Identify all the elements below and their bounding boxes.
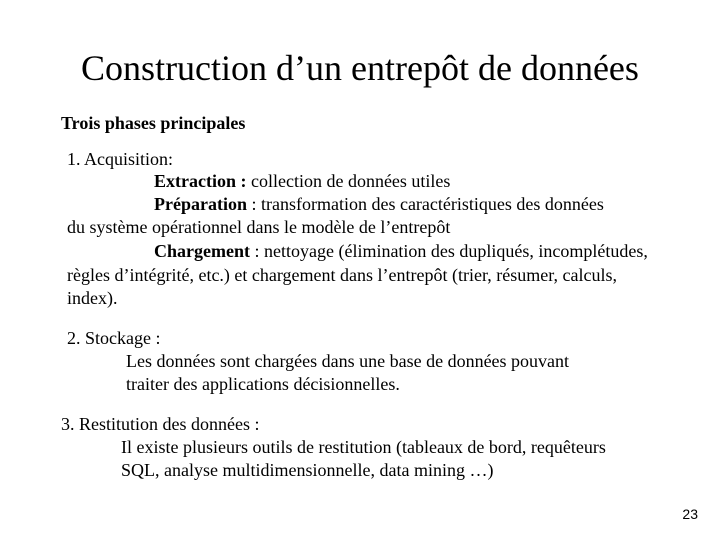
- chargement-term: Chargement: [154, 241, 250, 261]
- page-number: 23: [682, 506, 698, 522]
- chargement-line: [154, 240, 648, 262]
- restitution-line-2: SQL, analyse multidimensionnelle, data mining …): [121, 460, 494, 480]
- section-acquisition-heading: 1. Acquisition:: [67, 149, 174, 169]
- restitution-line-1: Il existe plusieurs outils de restitution (tableaux de bord, requêteurs: [121, 437, 606, 457]
- subtitle-text: Trois phases principales: [61, 113, 246, 133]
- extraction-line: [154, 170, 450, 192]
- extraction-term: Extraction :: [154, 171, 247, 191]
- chargement-text: : nettoyage (élimination des dupliqués, incomplétudes,: [249, 241, 648, 261]
- chargement-continuation-2: index).: [67, 288, 118, 308]
- section-stockage-heading: 2. Stockage :: [67, 328, 161, 348]
- extraction-text: collection de données utiles: [246, 171, 451, 191]
- preparation-text: : transformation des caractéristiques des données: [246, 194, 604, 214]
- section-restitution-heading: 3. Restitution des données :: [61, 414, 260, 434]
- chargement-continuation-1: règles d’intégrité, etc.) et chargement dans l’entrepôt (trier, résumer, calculs,: [67, 265, 617, 285]
- preparation-term: Préparation: [154, 194, 247, 214]
- stockage-line-2: traiter des applications décisionnelles.: [126, 374, 400, 394]
- preparation-line: [154, 193, 604, 215]
- stockage-line-1: Les données sont chargées dans une base de données pouvant: [126, 351, 570, 371]
- preparation-continuation: du système opérationnel dans le modèle de l’entrepôt: [67, 217, 451, 237]
- slide-subtitle: [61, 112, 245, 134]
- slide-title: Construction d’un entrepôt de données: [81, 48, 639, 88]
